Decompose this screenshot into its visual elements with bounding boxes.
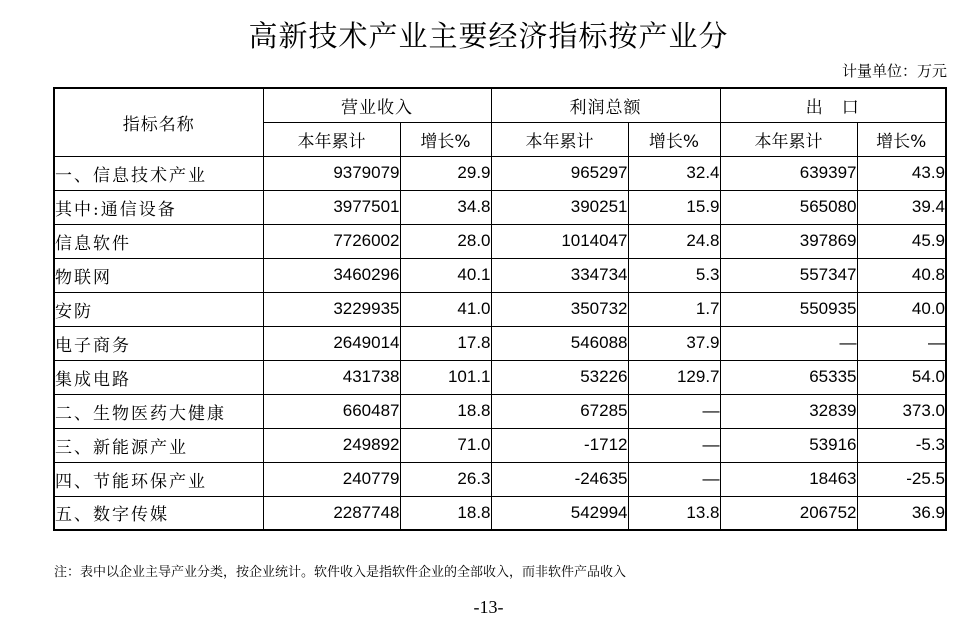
table-cell: 18.8: [400, 394, 491, 428]
table-cell: 249892: [263, 428, 400, 462]
unit-label: 计量单位：万元: [841, 62, 947, 80]
row-label: 物联网: [54, 258, 263, 292]
table-cell: —: [628, 462, 720, 496]
table-cell: 3460296: [263, 258, 400, 292]
table-cell: 65335: [720, 360, 857, 394]
table-row: [54, 190, 946, 224]
table-cell: 18463: [720, 462, 857, 496]
table-cell: 390251: [491, 190, 628, 224]
table-cell: 557347: [720, 258, 857, 292]
table-cell: 240779: [263, 462, 400, 496]
table-cell: 45.9: [857, 224, 946, 258]
table-cell: 965297: [491, 156, 628, 190]
row-label: 五、数字传媒: [54, 496, 263, 530]
table-cell: 71.0: [400, 428, 491, 462]
profit-ytd-header: 本年累计: [491, 122, 628, 156]
table-row: [54, 326, 946, 360]
table-cell: —: [628, 428, 720, 462]
table-cell: 2287748: [263, 496, 400, 530]
table-cell: 54.0: [857, 360, 946, 394]
table-cell: 32.4: [628, 156, 720, 190]
table-row: [54, 360, 946, 394]
indicator-name-header: 指标名称: [54, 88, 263, 156]
table-cell: -24635: [491, 462, 628, 496]
table-row: [54, 428, 946, 462]
table-cell: -1712: [491, 428, 628, 462]
table-cell: -5.3: [857, 428, 946, 462]
table-cell: 40.0: [857, 292, 946, 326]
row-label: 四、节能环保产业: [54, 462, 263, 496]
table-cell: -25.5: [857, 462, 946, 496]
table-cell: 37.9: [628, 326, 720, 360]
table-cell: 334734: [491, 258, 628, 292]
table-cell: 3229935: [263, 292, 400, 326]
table-cell: 397869: [720, 224, 857, 258]
row-label: 集成电路: [54, 360, 263, 394]
table-row: [54, 394, 946, 428]
profit-header: 利润总额: [491, 88, 720, 122]
table-cell: 18.8: [400, 496, 491, 530]
page-number: -13-: [473, 597, 504, 617]
row-label: 电子商务: [54, 326, 263, 360]
profit-growth-header: 增长%: [628, 122, 720, 156]
export-ytd-header: 本年累计: [720, 122, 857, 156]
page-title: 高新技术产业主要经济指标按产业分: [248, 19, 729, 53]
table-cell: 1014047: [491, 224, 628, 258]
table-cell: 129.7: [628, 360, 720, 394]
table-cell: 26.3: [400, 462, 491, 496]
table-cell: 36.9: [857, 496, 946, 530]
table-cell: 5.3: [628, 258, 720, 292]
table-cell: —: [628, 394, 720, 428]
export-growth-header: 增长%: [857, 122, 946, 156]
table-cell: 206752: [720, 496, 857, 530]
table-cell: 67285: [491, 394, 628, 428]
table-cell: 3977501: [263, 190, 400, 224]
row-label: 二、生物医药大健康: [54, 394, 263, 428]
table-cell: 34.8: [400, 190, 491, 224]
footnote: 注：表中以企业主导产业分类，按企业统计。软件收入是指软件企业的全部收入，而非软件产品收入: [54, 565, 627, 580]
table-cell: 41.0: [400, 292, 491, 326]
table-cell: 550935: [720, 292, 857, 326]
table-cell: 53226: [491, 360, 628, 394]
table-cell: 32839: [720, 394, 857, 428]
table-cell: 7726002: [263, 224, 400, 258]
table-cell: 39.4: [857, 190, 946, 224]
table-row: [54, 496, 946, 530]
table-cell: 373.0: [857, 394, 946, 428]
table-cell: 29.9: [400, 156, 491, 190]
table-cell: 660487: [263, 394, 400, 428]
table-row: [54, 156, 946, 190]
indicator-table: [53, 87, 947, 531]
table-cell: —: [857, 326, 946, 360]
table-cell: 542994: [491, 496, 628, 530]
row-label: 其中:通信设备: [54, 190, 263, 224]
revenue-header: 营业收入: [263, 88, 491, 122]
table-row: [54, 292, 946, 326]
table-cell: 53916: [720, 428, 857, 462]
table-cell: 24.8: [628, 224, 720, 258]
table-cell: 28.0: [400, 224, 491, 258]
table-cell: 639397: [720, 156, 857, 190]
table-row: [54, 462, 946, 496]
table-row: [54, 258, 946, 292]
table-cell: 350732: [491, 292, 628, 326]
row-label: 一、信息技术产业: [54, 156, 263, 190]
table-cell: 17.8: [400, 326, 491, 360]
table-cell: 546088: [491, 326, 628, 360]
table-cell: 431738: [263, 360, 400, 394]
table-cell: 40.1: [400, 258, 491, 292]
table-cell: 2649014: [263, 326, 400, 360]
row-label: 三、新能源产业: [54, 428, 263, 462]
revenue-growth-header: 增长%: [400, 122, 491, 156]
table-cell: —: [720, 326, 857, 360]
table-cell: 1.7: [628, 292, 720, 326]
table-cell: 43.9: [857, 156, 946, 190]
row-label: 安防: [54, 292, 263, 326]
table-cell: 40.8: [857, 258, 946, 292]
row-label: 信息软件: [54, 224, 263, 258]
revenue-ytd-header: 本年累计: [263, 122, 400, 156]
table-cell: 565080: [720, 190, 857, 224]
table-row: [54, 224, 946, 258]
header-row-groups: [54, 88, 946, 122]
export-header: 出 口: [720, 88, 946, 122]
table-cell: 9379079: [263, 156, 400, 190]
table-cell: 13.8: [628, 496, 720, 530]
table-cell: 15.9: [628, 190, 720, 224]
table-cell: 101.1: [400, 360, 491, 394]
